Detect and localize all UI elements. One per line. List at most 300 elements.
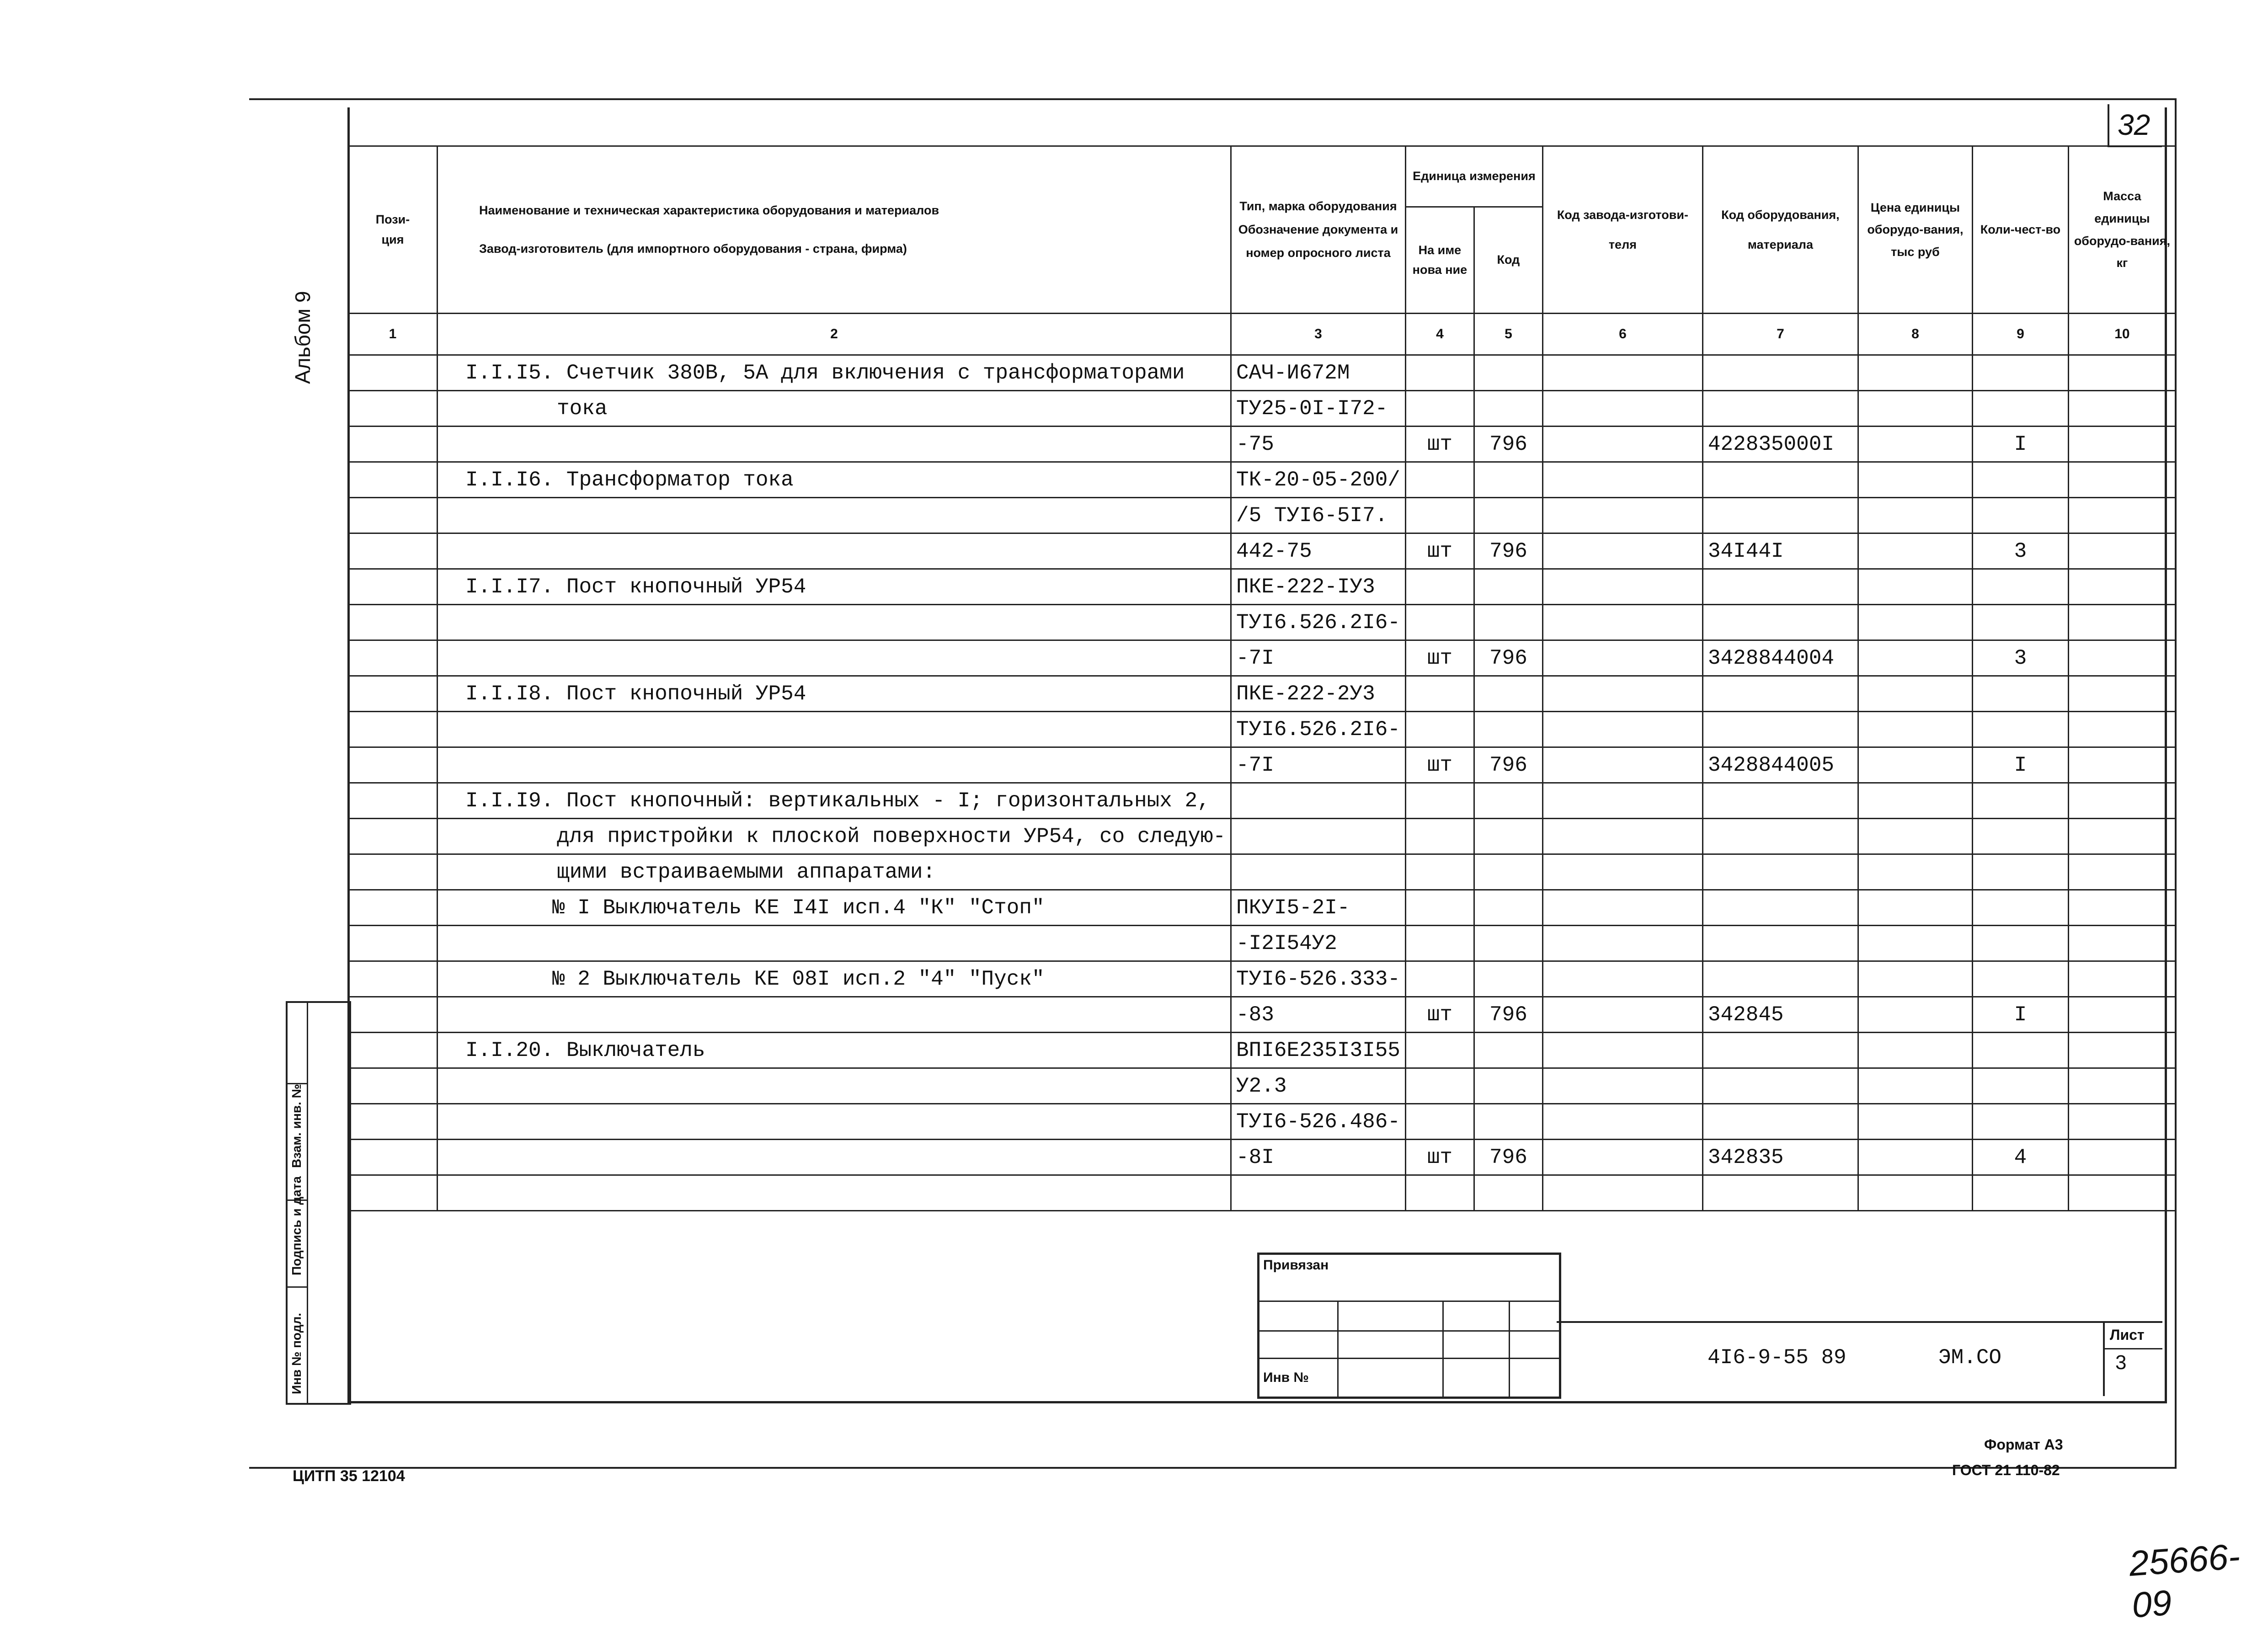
cell-quantity — [1972, 1104, 2068, 1140]
cell-position — [348, 498, 438, 533]
cell-unit-name — [1405, 1033, 1474, 1068]
cell-equipment-code: 34I44I — [1702, 533, 1858, 569]
cell-type: 442-75 — [1231, 533, 1406, 569]
cell-unit-code: 796 — [1474, 640, 1542, 676]
cell-type: ТУI6.526.2I6- — [1231, 712, 1406, 747]
cell-position — [348, 712, 438, 747]
label-sign-date: Подпись и дата — [289, 1176, 304, 1275]
page-number: 32 — [2118, 108, 2151, 141]
cell-quantity — [1972, 926, 2068, 961]
cell-mass — [2068, 783, 2176, 819]
cell-type: ТУI6-526.486- — [1231, 1104, 1406, 1140]
corner-number: 25666-09 — [2128, 1535, 2241, 1626]
cell-quantity — [1972, 391, 2068, 426]
cell-type: -I2I54У2 — [1231, 926, 1406, 961]
cell-description: I.I.20. Выключатель — [438, 1033, 1231, 1068]
cell-equipment-code — [1702, 462, 1858, 498]
cell-type: -8I — [1231, 1140, 1406, 1175]
cell-mass — [2068, 961, 2176, 997]
cell-quantity — [1972, 819, 2068, 854]
cell-quantity — [1972, 498, 2068, 533]
label-inv-original: Инв № подл. — [289, 1312, 304, 1394]
sheet-label: Лист — [2110, 1327, 2145, 1343]
table-row — [348, 569, 2176, 605]
cell-unit-name: шт — [1405, 997, 1474, 1033]
cell-description: тока — [438, 391, 1231, 426]
column-number: 5 — [1474, 314, 1542, 355]
cell-unit-code — [1474, 1033, 1542, 1068]
cell-price — [1858, 712, 1972, 747]
column-numbers-row — [348, 314, 2176, 355]
cell-position — [348, 533, 438, 569]
cell-quantity: 4 — [1972, 1140, 2068, 1175]
cell-position — [348, 569, 438, 605]
cell-price — [1858, 605, 1972, 640]
cell-maker-code — [1542, 747, 1702, 783]
cell-equipment-code — [1702, 712, 1858, 747]
cell-unit-code — [1474, 1104, 1542, 1140]
column-number: 4 — [1405, 314, 1474, 355]
cell-unit-code: 796 — [1474, 997, 1542, 1033]
cell-position — [348, 926, 438, 961]
table-row — [348, 1068, 2176, 1104]
cell-equipment-code: 3428844005 — [1702, 747, 1858, 783]
cell-price — [1858, 854, 1972, 890]
cell-mass — [2068, 747, 2176, 783]
cell-unit-name — [1405, 961, 1474, 997]
cell-equipment-code — [1702, 783, 1858, 819]
table-row — [348, 1033, 2176, 1068]
cell-mass — [2068, 498, 2176, 533]
column-number: 3 — [1231, 314, 1406, 355]
cell-type: ВПI6Е235I3I55 — [1231, 1033, 1406, 1068]
cell-position — [348, 355, 438, 391]
cell-quantity — [1972, 783, 2068, 819]
album-label: Альбом 9 — [291, 291, 315, 384]
cell-price — [1858, 676, 1972, 712]
cell-type: -83 — [1231, 997, 1406, 1033]
cell-type — [1231, 1175, 1406, 1211]
cell-type: ТК-20-05-200/ — [1231, 462, 1406, 498]
cell-price — [1858, 498, 1972, 533]
cell-equipment-code — [1702, 605, 1858, 640]
cell-price — [1858, 462, 1972, 498]
cell-mass — [2068, 854, 2176, 890]
cell-equipment-code — [1702, 391, 1858, 426]
cell-type: ПКЕ-222-2У3 — [1231, 676, 1406, 712]
cell-price — [1858, 783, 1972, 819]
cell-equipment-code — [1702, 819, 1858, 854]
cell-mass — [2068, 1104, 2176, 1140]
cell-unit-code — [1474, 1068, 1542, 1104]
cell-type: ПКЕ-222-IУ3 — [1231, 569, 1406, 605]
table-row — [348, 961, 2176, 997]
cell-description — [438, 426, 1231, 462]
cell-type: ТУI6.526.2I6- — [1231, 605, 1406, 640]
cell-price — [1858, 890, 1972, 926]
cell-mass — [2068, 640, 2176, 676]
cell-equipment-code: 342835 — [1702, 1140, 1858, 1175]
cell-unit-name — [1405, 890, 1474, 926]
cell-price — [1858, 426, 1972, 462]
header-price: Цена единицы оборудо-вания, тыс руб — [1858, 146, 1972, 314]
table-row — [348, 997, 2176, 1033]
table-row — [348, 1104, 2176, 1140]
cell-maker-code — [1542, 391, 1702, 426]
cell-quantity — [1972, 1068, 2068, 1104]
binding-stamp — [1257, 1253, 1561, 1399]
cell-description — [438, 1140, 1231, 1175]
left-code: ЦИТП 35 12104 — [293, 1467, 405, 1485]
header-unit-code: Код — [1474, 207, 1542, 314]
cell-equipment-code — [1702, 1104, 1858, 1140]
cell-mass — [2068, 1033, 2176, 1068]
cell-unit-name — [1405, 926, 1474, 961]
cell-description — [438, 498, 1231, 533]
column-number: 9 — [1972, 314, 2068, 355]
cell-price — [1858, 533, 1972, 569]
cell-quantity — [1972, 676, 2068, 712]
cell-unit-name — [1405, 712, 1474, 747]
cell-price — [1858, 961, 1972, 997]
cell-quantity — [1972, 890, 2068, 926]
cell-unit-name — [1405, 1068, 1474, 1104]
sheet-number: 3 — [2115, 1351, 2127, 1374]
cell-equipment-code — [1702, 1033, 1858, 1068]
cell-unit-code: 796 — [1474, 747, 1542, 783]
cell-mass — [2068, 890, 2176, 926]
cell-price — [1858, 926, 1972, 961]
title-block — [1557, 1321, 2162, 1396]
table-row — [348, 355, 2176, 391]
specification-table — [347, 145, 2177, 1211]
cell-mass — [2068, 997, 2176, 1033]
cell-mass — [2068, 569, 2176, 605]
cell-maker-code — [1542, 890, 1702, 926]
cell-description: I.I.I9. Пост кнопочный: вертикальных - I; горизонтальных 2, — [438, 783, 1231, 819]
cell-unit-name: шт — [1405, 426, 1474, 462]
cell-type: /5 ТУI6-5I7. — [1231, 498, 1406, 533]
cell-position — [348, 391, 438, 426]
cell-description: № I Выключатель КЕ I4I исп.4 "К" "Стоп" — [438, 890, 1231, 926]
table-row — [348, 1140, 2176, 1175]
cell-price — [1858, 569, 1972, 605]
cell-equipment-code — [1702, 676, 1858, 712]
cell-maker-code — [1542, 462, 1702, 498]
table-row — [348, 391, 2176, 426]
column-number: 1 — [348, 314, 438, 355]
table-row — [348, 890, 2176, 926]
cell-mass — [2068, 676, 2176, 712]
cell-quantity — [1972, 462, 2068, 498]
cell-maker-code — [1542, 355, 1702, 391]
cell-quantity: I — [1972, 426, 2068, 462]
table-row — [348, 676, 2176, 712]
table-row — [348, 926, 2176, 961]
cell-description — [438, 1104, 1231, 1140]
cell-mass — [2068, 533, 2176, 569]
cell-price — [1858, 1104, 1972, 1140]
cell-quantity — [1972, 1175, 2068, 1211]
cell-unit-name — [1405, 1175, 1474, 1211]
cell-type: ПКУI5-2I- — [1231, 890, 1406, 926]
cell-maker-code — [1542, 783, 1702, 819]
cell-unit-name — [1405, 355, 1474, 391]
cell-equipment-code — [1702, 961, 1858, 997]
header-equipment-code: Код оборудования, материала — [1702, 146, 1858, 314]
cell-unit-code — [1474, 1175, 1542, 1211]
cell-mass — [2068, 712, 2176, 747]
cell-unit-code — [1474, 676, 1542, 712]
cell-quantity: I — [1972, 997, 2068, 1033]
header-description-line2: Завод-изготовитель (для импортного оборудования - страна, фирма) — [479, 241, 907, 256]
cell-equipment-code — [1702, 355, 1858, 391]
table-row — [348, 533, 2176, 569]
cell-mass — [2068, 819, 2176, 854]
cell-unit-name — [1405, 391, 1474, 426]
cell-unit-code — [1474, 462, 1542, 498]
cell-price — [1858, 1068, 1972, 1104]
cell-unit-code — [1474, 498, 1542, 533]
cell-unit-code — [1474, 712, 1542, 747]
cell-position — [348, 783, 438, 819]
label-inv-replace: Взам. инв. № — [289, 1084, 304, 1168]
cell-maker-code — [1542, 1175, 1702, 1211]
column-number: 6 — [1542, 314, 1702, 355]
header-unit-name: На име нова ние — [1405, 207, 1474, 314]
cell-equipment-code — [1702, 890, 1858, 926]
cell-position — [348, 819, 438, 854]
cell-position — [348, 640, 438, 676]
cell-equipment-code — [1702, 1068, 1858, 1104]
cell-equipment-code — [1702, 569, 1858, 605]
cell-price — [1858, 747, 1972, 783]
cell-unit-code — [1474, 854, 1542, 890]
header-unit: Единица измерения — [1405, 146, 1542, 207]
cell-maker-code — [1542, 498, 1702, 533]
cell-equipment-code — [1702, 1175, 1858, 1211]
cell-description: для пристройки к плоской поверхности УР54, со следую- — [438, 819, 1231, 854]
cell-quantity — [1972, 1033, 2068, 1068]
cell-quantity — [1972, 355, 2068, 391]
cell-position — [348, 1140, 438, 1175]
cell-mass — [2068, 1140, 2176, 1175]
table-row — [348, 747, 2176, 783]
gost-label: ГОСТ 21 110-82 — [1952, 1462, 2060, 1478]
cell-unit-code: 796 — [1474, 426, 1542, 462]
cell-unit-code — [1474, 961, 1542, 997]
cell-description — [438, 712, 1231, 747]
cell-description — [438, 640, 1231, 676]
cell-description: I.I.I8. Пост кнопочный УР54 — [438, 676, 1231, 712]
cell-unit-code — [1474, 391, 1542, 426]
cell-description — [438, 533, 1231, 569]
column-number: 10 — [2068, 314, 2176, 355]
table-row — [348, 1175, 2176, 1211]
cell-unit-name — [1405, 819, 1474, 854]
cell-unit-code: 796 — [1474, 1140, 1542, 1175]
cell-description — [438, 1068, 1231, 1104]
table-row — [348, 426, 2176, 462]
cell-maker-code — [1542, 1033, 1702, 1068]
cell-unit-name: шт — [1405, 1140, 1474, 1175]
cell-description — [438, 605, 1231, 640]
cell-unit-name — [1405, 569, 1474, 605]
header-mass: Масса единицы оборудо-вания, кг — [2068, 146, 2176, 314]
cell-unit-code — [1474, 926, 1542, 961]
table-row — [348, 605, 2176, 640]
table-row — [348, 640, 2176, 676]
cell-position — [348, 961, 438, 997]
cell-unit-name: шт — [1405, 533, 1474, 569]
cell-description: I.I.I7. Пост кнопочный УР54 — [438, 569, 1231, 605]
cell-unit-code — [1474, 890, 1542, 926]
column-number: 2 — [438, 314, 1231, 355]
cell-position — [348, 890, 438, 926]
format-label: Формат А3 — [1984, 1436, 2063, 1453]
cell-description — [438, 926, 1231, 961]
cell-unit-code — [1474, 783, 1542, 819]
cell-mass — [2068, 355, 2176, 391]
cell-description: I.I.I5. Счетчик 380В, 5А для включения с трансформаторами — [438, 355, 1231, 391]
cell-description — [438, 997, 1231, 1033]
cell-description: щими встраиваемыми аппаратами: — [438, 854, 1231, 890]
cell-unit-name — [1405, 854, 1474, 890]
cell-quantity — [1972, 569, 2068, 605]
cell-type: САЧ-И672М — [1231, 355, 1406, 391]
cell-position — [348, 426, 438, 462]
table-row — [348, 712, 2176, 747]
cell-unit-name — [1405, 462, 1474, 498]
document-mark: ЭМ.СО — [1938, 1346, 2002, 1370]
cell-position — [348, 462, 438, 498]
cell-mass — [2068, 426, 2176, 462]
cell-quantity — [1972, 605, 2068, 640]
cell-description — [438, 1175, 1231, 1211]
cell-mass — [2068, 1068, 2176, 1104]
header-description-line1: Наименование и техническая характеристика оборудования и материалов — [479, 203, 939, 218]
cell-maker-code — [1542, 997, 1702, 1033]
cell-price — [1858, 391, 1972, 426]
cell-description: № 2 Выключатель КЕ 08I исп.2 "4" "Пуск" — [438, 961, 1231, 997]
cell-type: ТУI6-526.333- — [1231, 961, 1406, 997]
cell-unit-code: 796 — [1474, 533, 1542, 569]
document-code: 4I6-9-55 89 — [1708, 1346, 1846, 1370]
cell-maker-code — [1542, 569, 1702, 605]
cell-description: I.I.I6. Трансформатор тока — [438, 462, 1231, 498]
cell-maker-code — [1542, 1140, 1702, 1175]
cell-maker-code — [1542, 533, 1702, 569]
binding-label: Привязан — [1263, 1258, 1329, 1273]
cell-type — [1231, 854, 1406, 890]
cell-unit-code — [1474, 605, 1542, 640]
cell-position — [348, 605, 438, 640]
cell-quantity: 3 — [1972, 640, 2068, 676]
cell-unit-name — [1405, 498, 1474, 533]
cell-maker-code — [1542, 854, 1702, 890]
cell-price — [1858, 1140, 1972, 1175]
cell-maker-code — [1542, 1068, 1702, 1104]
cell-position — [348, 676, 438, 712]
cell-maker-code — [1542, 926, 1702, 961]
table-row — [348, 462, 2176, 498]
page-number-box — [2108, 104, 2162, 147]
cell-maker-code — [1542, 819, 1702, 854]
cell-unit-code — [1474, 819, 1542, 854]
cell-type: -7I — [1231, 747, 1406, 783]
cell-maker-code — [1542, 1104, 1702, 1140]
cell-equipment-code — [1702, 926, 1858, 961]
specification-body — [348, 355, 2176, 1211]
header-quantity: Коли-чест-во — [1972, 146, 2068, 314]
cell-unit-name: шт — [1405, 640, 1474, 676]
cell-position — [348, 1068, 438, 1104]
cell-type: -7I — [1231, 640, 1406, 676]
cell-price — [1858, 1033, 1972, 1068]
cell-position — [348, 997, 438, 1033]
cell-description — [438, 747, 1231, 783]
cell-type — [1231, 783, 1406, 819]
cell-maker-code — [1542, 426, 1702, 462]
table-row — [348, 498, 2176, 533]
cell-quantity: I — [1972, 747, 2068, 783]
header-description — [438, 146, 1231, 314]
cell-equipment-code — [1702, 498, 1858, 533]
cell-price — [1858, 355, 1972, 391]
cell-mass — [2068, 926, 2176, 961]
cell-position — [348, 747, 438, 783]
cell-price — [1858, 1175, 1972, 1211]
header-maker-code: Код завода-изготови-теля — [1542, 146, 1702, 314]
cell-position — [348, 854, 438, 890]
column-number: 8 — [1858, 314, 1972, 355]
cell-unit-code — [1474, 355, 1542, 391]
cell-unit-code — [1474, 569, 1542, 605]
cell-type: У2.3 — [1231, 1068, 1406, 1104]
cell-maker-code — [1542, 961, 1702, 997]
cell-quantity — [1972, 961, 2068, 997]
cell-equipment-code: 422835000I — [1702, 426, 1858, 462]
inv-no-label: Инв № — [1263, 1370, 1309, 1385]
column-number: 7 — [1702, 314, 1858, 355]
cell-unit-name — [1405, 783, 1474, 819]
cell-type: -75 — [1231, 426, 1406, 462]
cell-position — [348, 1033, 438, 1068]
cell-mass — [2068, 391, 2176, 426]
cell-mass — [2068, 1175, 2176, 1211]
table-row — [348, 819, 2176, 854]
cell-quantity: 3 — [1972, 533, 2068, 569]
cell-price — [1858, 640, 1972, 676]
cell-unit-name: шт — [1405, 747, 1474, 783]
cell-type — [1231, 819, 1406, 854]
cell-maker-code — [1542, 676, 1702, 712]
header-type: Тип, марка оборудования Обозначение документа и номер опросного листа — [1231, 146, 1406, 314]
cell-maker-code — [1542, 712, 1702, 747]
cell-position — [348, 1175, 438, 1211]
cell-maker-code — [1542, 640, 1702, 676]
cell-equipment-code: 3428844004 — [1702, 640, 1858, 676]
cell-equipment-code — [1702, 854, 1858, 890]
table-row — [348, 783, 2176, 819]
header-position: Пози- ция — [348, 146, 438, 314]
cell-quantity — [1972, 854, 2068, 890]
cell-mass — [2068, 605, 2176, 640]
cell-mass — [2068, 462, 2176, 498]
cell-type: ТУ25-0I-I72- — [1231, 391, 1406, 426]
cell-unit-name — [1405, 1104, 1474, 1140]
cell-maker-code — [1542, 605, 1702, 640]
